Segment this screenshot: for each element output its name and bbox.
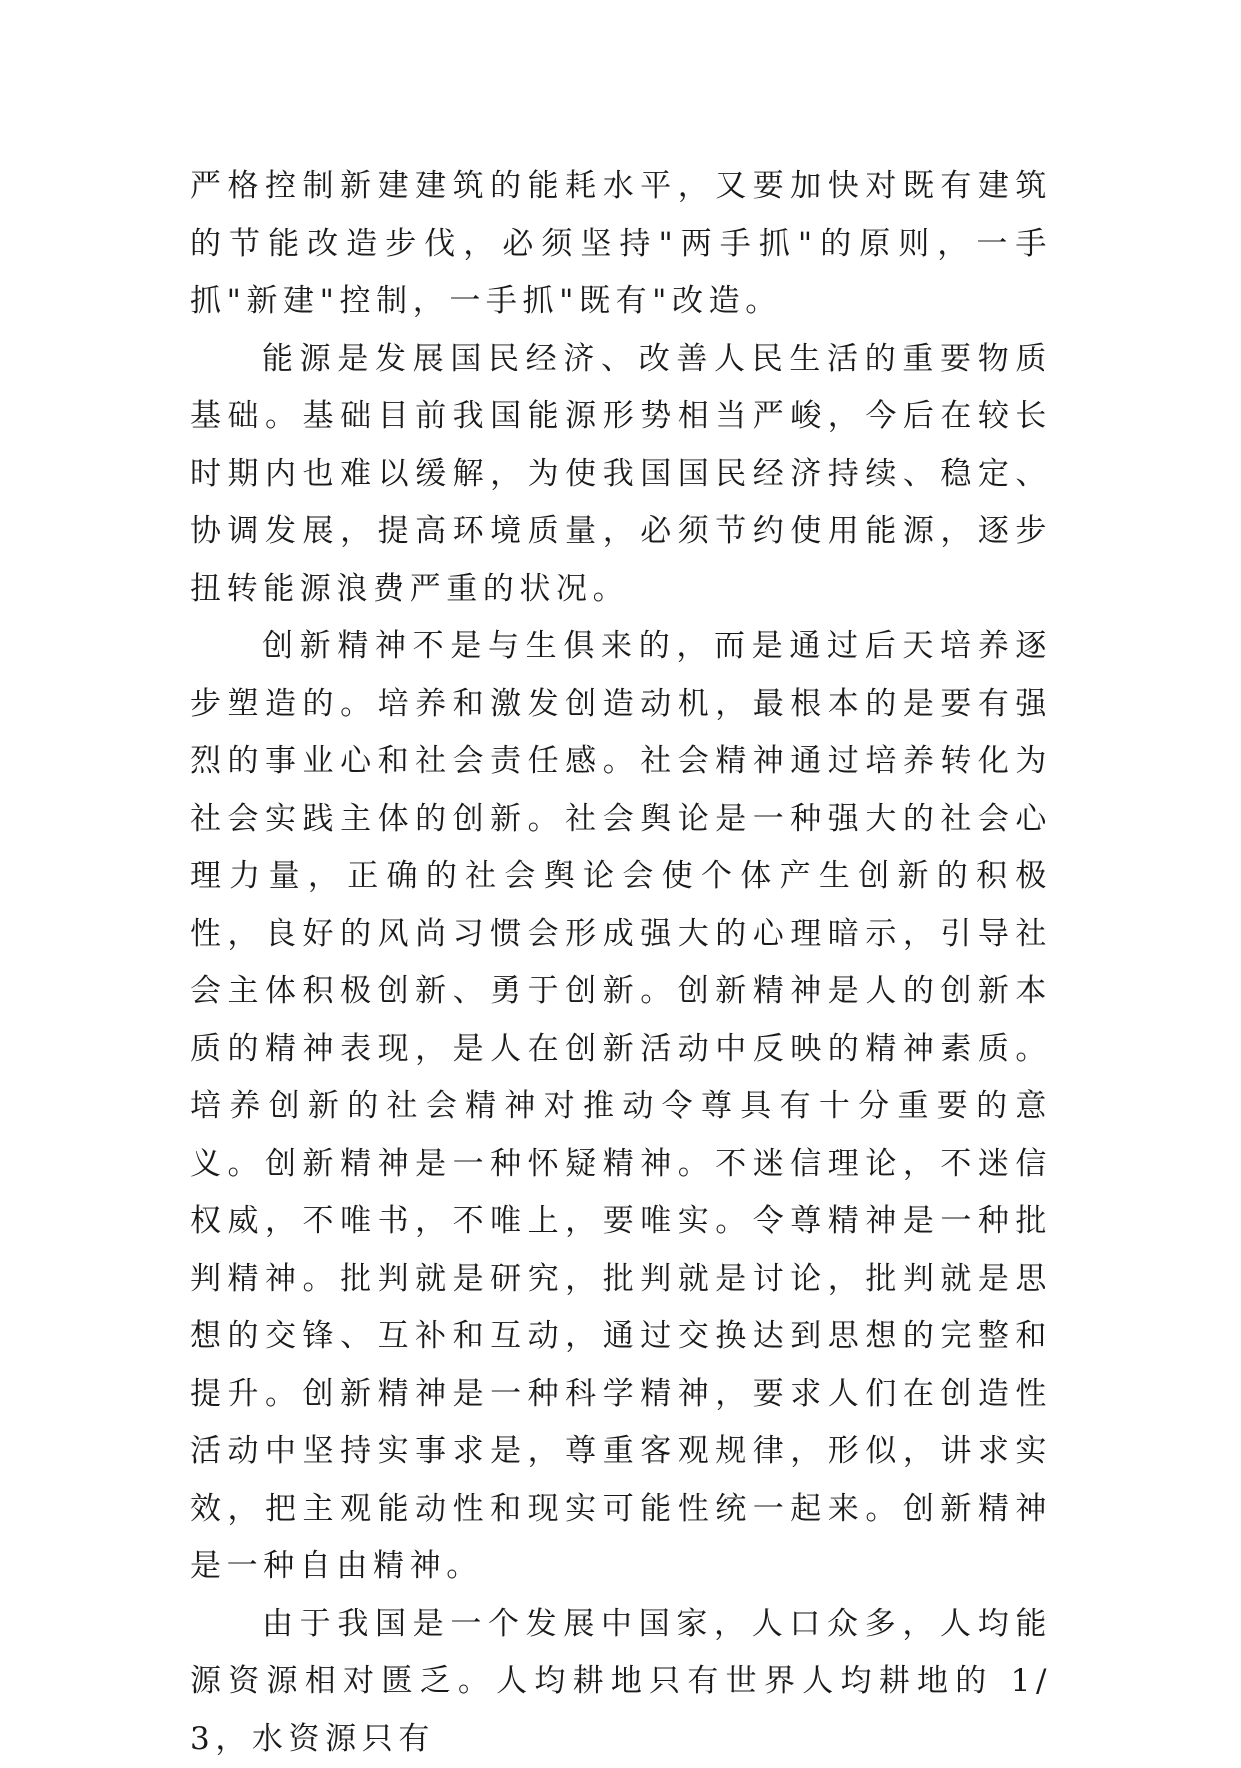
document-body	[190, 158, 1052, 1768]
paragraph-2: 能源是发展国民经济、改善人民生活的重要物质基础。基础目前我国能源形势相当严峻，今后在较长时期内也难以缓解，为使我国国民经济持续、稳定、协调发展，提高环境质量，必须节约使用能源，逐步扭转能源浪费严重的状况。	[190, 331, 1052, 619]
paragraph-3: 创新精神不是与生俱来的，而是通过后天培养逐步塑造的。培养和激发创造动机，最根本的是要有强烈的事业心和社会责任感。社会精神通过培养转化为社会实践主体的创新。社会舆论是一种强大的社会心理力量，正确的社会舆论会使个体产生创新的积极性，良好的风尚习惯会形成强大的心理暗示，引导社会主体积极创新、勇于创新。创新精神是人的创新本质的精神表现，是人在创新活动中反映的精神素质。培养创新的社会精神对推动令尊具有十分重要的意义。创新精神是一种怀疑精神。不迷信理论，不迷信权威，不唯书，不唯上，要唯实。令尊精神是一种批判精神。批判就是研究，批判就是讨论，批判就是思想的交锋、互补和互动，通过交换达到思想的完整和提升。创新精神是一种科学精神，要求人们在创造性活动中坚持实事求是，尊重客观规律，形似，讲求实效，把主观能动性和现实可能性统一起来。创新精神是一种自由精神。	[190, 618, 1052, 1596]
paragraph-1: 严格控制新建建筑的能耗水平，又要加快对既有建筑的节能改造步伐，必须坚持"两手抓"的原则，一手抓"新建"控制，一手抓"既有"改造。	[190, 158, 1052, 331]
paragraph-4: 由于我国是一个发展中国家，人口众多，人均能源资源相对匮乏。人均耕地只有世界人均耕地的 1/3，水资源只有	[190, 1596, 1052, 1768]
